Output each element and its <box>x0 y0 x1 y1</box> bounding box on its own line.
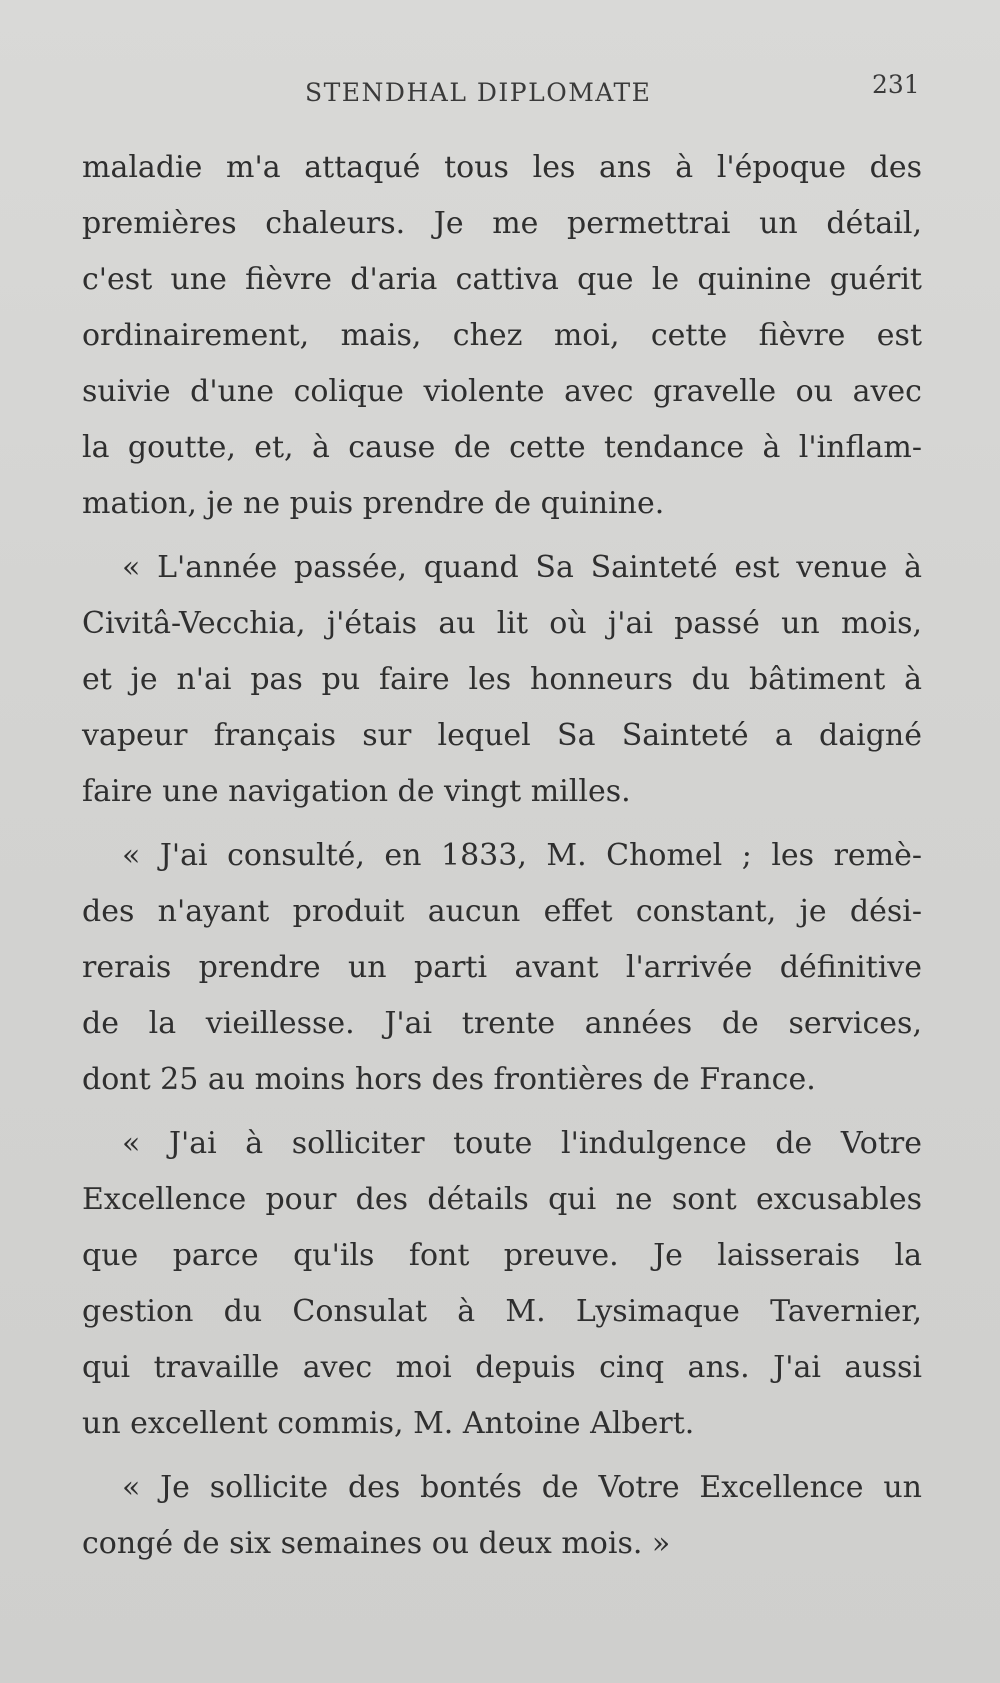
text-line: maladie m'a attaqué tous les ans à l'époque des <box>82 150 922 185</box>
text-line: Civitâ-Vecchia, j'étais au lit où j'ai passé un mois, <box>82 606 922 641</box>
running-title: STENDHAL DIPLOMATE <box>305 78 652 107</box>
text-line: faire une navigation de vingt milles. <box>82 774 631 809</box>
text-line: rerais prendre un parti avant l'arrivée définitive <box>82 950 922 985</box>
text-line: « Je sollicite des bontés de Votre Excellence un <box>122 1470 922 1505</box>
text-line: et je n'ai pas pu faire les honneurs du bâtiment à <box>82 662 922 697</box>
text-line: qui travaille avec moi depuis cinq ans. J'ai aussi <box>82 1350 922 1385</box>
text-line: congé de six semaines ou deux mois. » <box>82 1526 671 1561</box>
text-line: gestion du Consulat à M. Lysimaque Tavernier, <box>82 1294 922 1329</box>
text-line: premières chaleurs. Je me permettrai un détail, <box>82 206 922 241</box>
text-line: que parce qu'ils font preuve. Je laisserais la <box>82 1238 922 1273</box>
text-line: « L'année passée, quand Sa Sainteté est venue à <box>122 550 922 585</box>
text-line: « J'ai à solliciter toute l'indulgence de Votre <box>122 1126 922 1161</box>
text-line: ordinairement, mais, chez moi, cette fièvre est <box>82 318 922 353</box>
text-line: un excellent commis, M. Antoine Albert. <box>82 1406 695 1441</box>
text-line: mation, je ne puis prendre de quinine. <box>82 486 665 521</box>
page-number: 231 <box>872 70 920 99</box>
text-line: des n'ayant produit aucun effet constant, je dési- <box>82 894 922 929</box>
text-line: suivie d'une colique violente avec gravelle ou avec <box>82 374 922 409</box>
text-line: Excellence pour des détails qui ne sont excusables <box>82 1182 922 1217</box>
text-line: de la vieillesse. J'ai trente années de services, <box>82 1006 922 1041</box>
text-line: vapeur français sur lequel Sa Sainteté a daigné <box>82 718 922 753</box>
page-header <box>0 70 1000 110</box>
text-line: c'est une fièvre d'aria cattiva que le quinine guérit <box>82 262 922 297</box>
text-line: dont 25 au moins hors des frontières de France. <box>82 1062 816 1097</box>
text-line: la goutte, et, à cause de cette tendance à l'inflam- <box>82 430 922 465</box>
text-line: « J'ai consulté, en 1833, M. Chomel ; les remè- <box>122 838 922 873</box>
